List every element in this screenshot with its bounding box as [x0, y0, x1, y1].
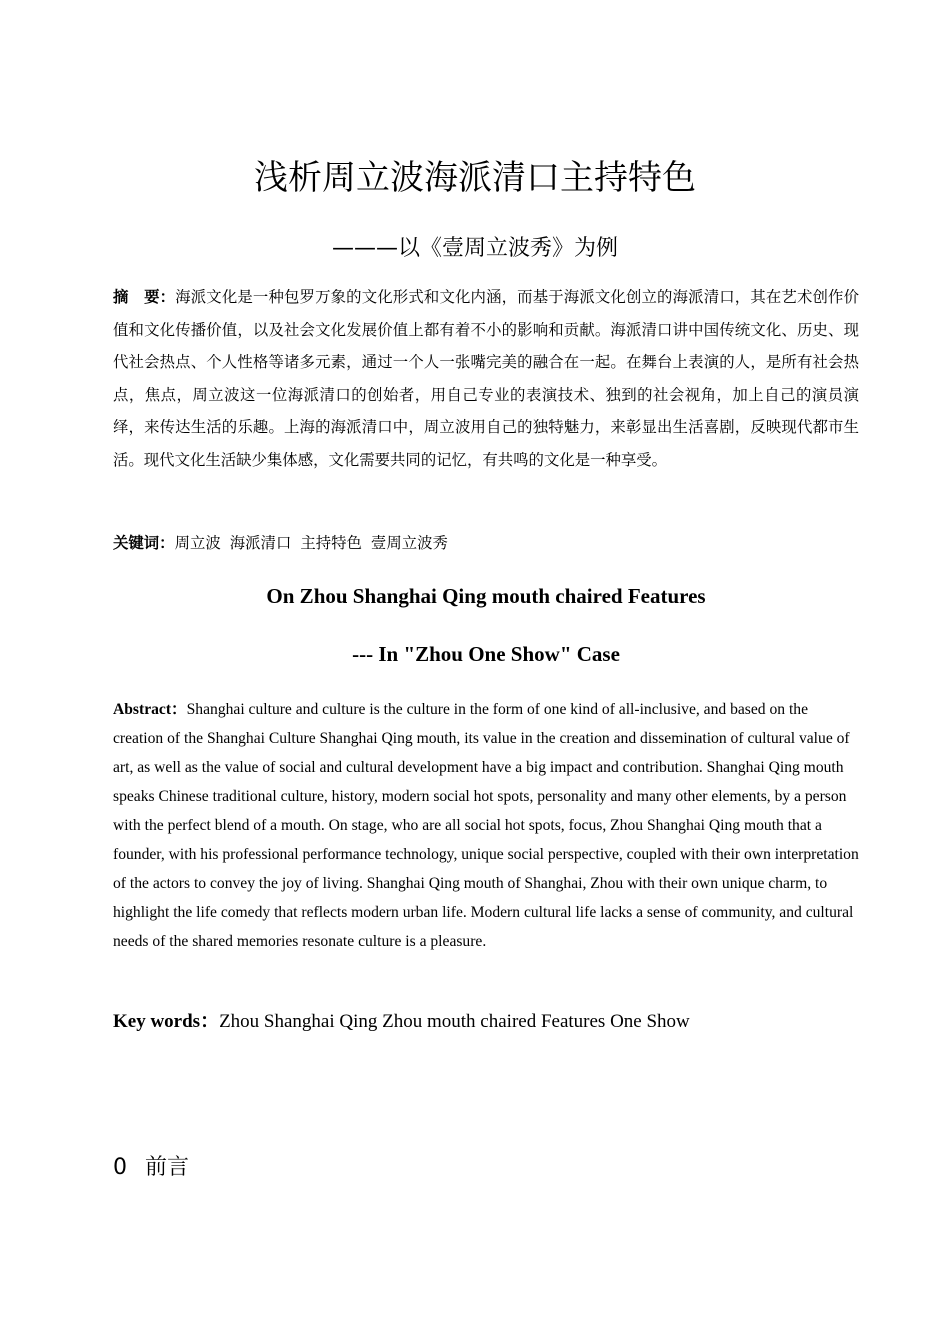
page-title: 浅析周立波海派清口主持特色 — [254, 158, 696, 198]
english-subtitle: --- In "Zhou One Show" Case — [352, 642, 620, 666]
section-number: 0 — [113, 1155, 127, 1180]
section-title: 前言 — [145, 1155, 190, 1180]
chinese-keywords — [113, 527, 859, 559]
english-abstract-label: Abstract： — [113, 701, 187, 718]
chinese-keyword: 主持特色 — [300, 534, 362, 552]
english-keywords-label: Key words： — [113, 1011, 220, 1032]
english-keywords-text: Zhou Shanghai Qing Zhou mouth chaired Features One Show — [219, 1011, 690, 1032]
chinese-keywords-label: 关键词： — [113, 534, 175, 552]
chinese-keyword: 周立波 — [174, 534, 221, 552]
chinese-abstract-label: 摘 要： — [113, 288, 176, 306]
english-abstract-text: Shanghai culture and culture is the culture in the form of one kind of all-inclusive, and based on the creation of the Shanghai Culture Shanghai Qing mouth, its value in the creation and dissemination of cultural value of art, as well as the value of social and cultural development have a big impact and contribution. Shanghai Qing mouth speaks Chinese traditional culture, history, modern social hot spots, personality and many other elements, by a person with the perfect blend of a mouth. On stage, who are all social hot spots, focus, Zhou Shanghai Qing mouth that a founder, with his professional performance technology, unique social perspective, coupled with their own interpretation of the actors to convey the joy of living. Shanghai Qing mouth of Shanghai, Zhou with their own unique charm, to highlight the life comedy that reflects modern urban life. Modern cultural life lacks a sense of community, and cultural needs of the shared memories resonate culture is a pleasure. — [113, 701, 859, 950]
chinese-abstract-text: 海派文化是一种包罗万象的文化形式和文化内涵，而基于海派文化创立的海派清口，其在艺术创作价值和文化传播价值，以及社会文化发展价值上都有着不小的影响和贡献。海派清口讲中国传统文化、历史、现代社会热点、个人性格等诸多元素，通过一个人一张嘴完美的融合在一起。在舞台上表演的人，是所有社会热点，焦点，周立波这一位海派清口的创始者，用自己专业的表演技术、独到的社会视角，加上自己的演员演绎，来传达生活的乐趣。上海的海派清口中，周立波用自己的独特魅力，来彰显出生活喜剧，反映现代都市生活。现代文化生活缺少集体感，文化需要共同的记忆，有共鸣的文化是一种享受。 — [113, 288, 859, 469]
chinese-keyword: 壹周立波秀 — [370, 534, 448, 552]
page-subtitle: ———以《壹周立波秀》为例 — [331, 236, 618, 261]
chinese-abstract — [113, 281, 859, 476]
english-abstract — [113, 695, 859, 956]
english-keywords — [113, 1006, 859, 1038]
english-title: On Zhou Shanghai Qing mouth chaired Features — [266, 584, 706, 608]
chinese-keyword: 海派清口 — [229, 534, 292, 552]
section-heading — [113, 1150, 189, 1186]
